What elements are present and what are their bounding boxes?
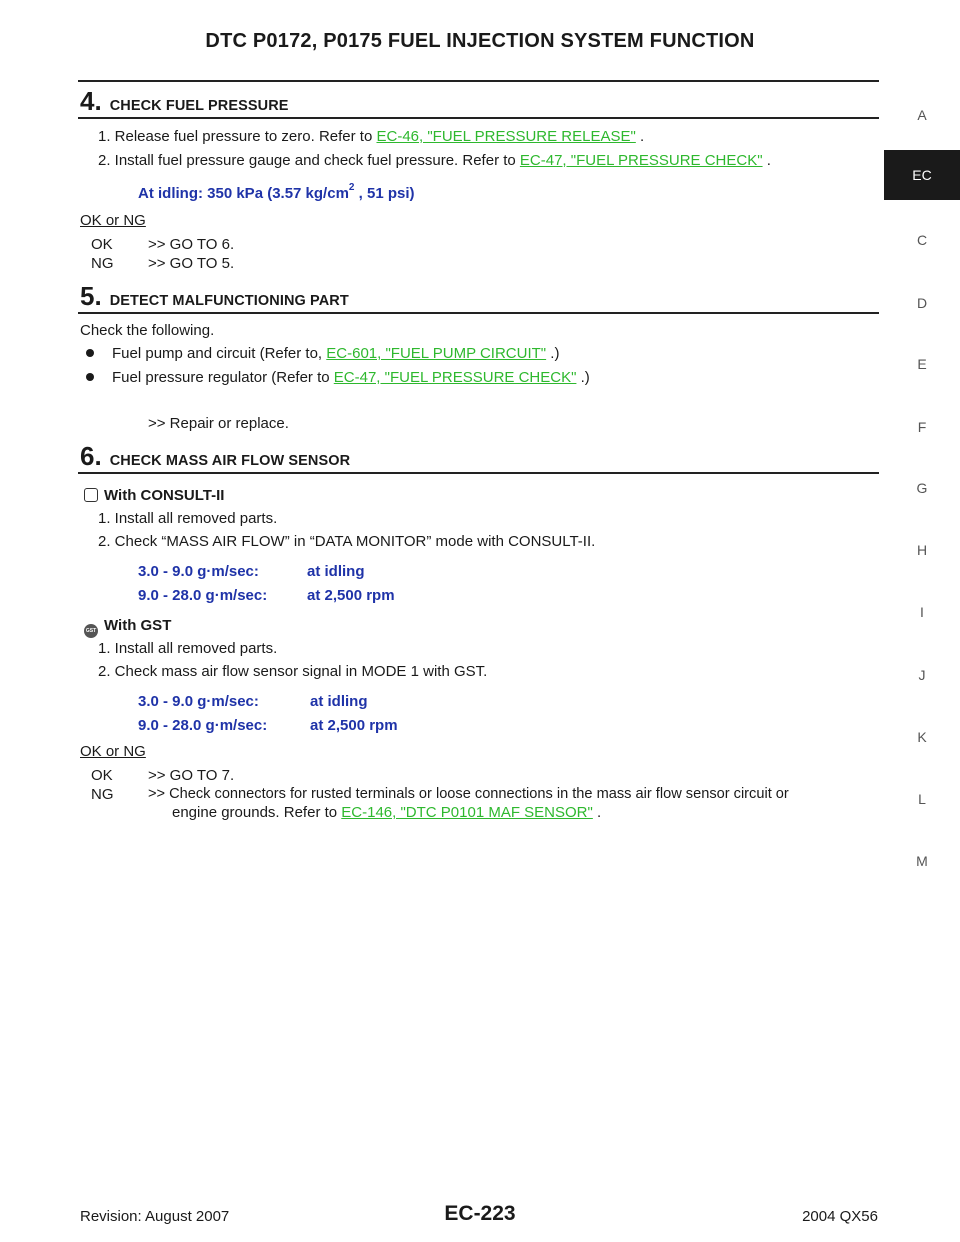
gst-heading: GST With GST bbox=[84, 617, 171, 636]
consult-icon bbox=[84, 488, 98, 502]
section-tab-h[interactable]: H bbox=[916, 542, 928, 558]
ok-action: >> GO TO 6. bbox=[148, 236, 235, 253]
ng-label: NG bbox=[91, 255, 114, 272]
ok-or-ng-label: OK or NG bbox=[80, 743, 146, 760]
step-number: 4. bbox=[80, 86, 102, 116]
gst-spec-1-condition: at idling bbox=[310, 693, 368, 710]
gst-step-1: 1. Install all removed parts. bbox=[98, 640, 278, 657]
consult-step-2: 2. Check “MASS AIR FLOW” in “DATA MONITOR” mode with CONSULT-II. bbox=[98, 533, 596, 550]
page-number: EC-223 bbox=[444, 1202, 516, 1225]
step-title: CHECK FUEL PRESSURE bbox=[109, 98, 289, 114]
section-tab-d[interactable]: D bbox=[916, 295, 928, 311]
link-fuel-pressure-check[interactable]: EC-47, "FUEL PRESSURE CHECK" bbox=[333, 369, 577, 386]
link-fuel-pump-circuit[interactable]: EC-601, "FUEL PUMP CIRCUIT" bbox=[326, 345, 547, 362]
step-5-intro: Check the following. bbox=[80, 322, 215, 339]
section-tab-ec-active[interactable]: EC bbox=[884, 150, 960, 200]
consult-spec-2-condition: at 2,500 rpm bbox=[307, 587, 395, 604]
step-4-line-1: 1. Release fuel pressure to zero. Refer to EC-46, "FUEL PRESSURE RELEASE" . bbox=[98, 128, 645, 145]
step-4-rule bbox=[78, 117, 879, 119]
vehicle-model: 2004 QX56 bbox=[802, 1208, 878, 1225]
section-tab-k[interactable]: K bbox=[917, 729, 927, 745]
page-title: DTC P0172, P0175 FUEL INJECTION SYSTEM FUNCTION bbox=[205, 30, 755, 52]
consult-heading: With CONSULT-II bbox=[84, 486, 224, 504]
consult-spec-1-value: 3.0 - 9.0 g·m/sec: bbox=[138, 563, 259, 580]
step-6-rule bbox=[78, 472, 879, 474]
gst-spec-2-condition: at 2,500 rpm bbox=[310, 717, 398, 734]
consult-step-1: 1. Install all removed parts. bbox=[98, 510, 278, 527]
section-tab-m[interactable]: M bbox=[916, 853, 928, 869]
step-5-rule bbox=[78, 312, 879, 314]
link-fuel-pressure-release[interactable]: EC-46, "FUEL PRESSURE RELEASE" bbox=[376, 128, 636, 145]
step-number: 6. bbox=[80, 441, 102, 471]
section-tab-e[interactable]: E bbox=[917, 356, 927, 372]
step-4-heading bbox=[80, 86, 289, 117]
ok-action: >> GO TO 7. bbox=[148, 767, 235, 784]
section-tab-f[interactable]: F bbox=[917, 419, 927, 435]
step-title: CHECK MASS AIR FLOW SENSOR bbox=[109, 453, 351, 469]
step-5-action: >> Repair or replace. bbox=[148, 415, 289, 432]
gst-icon: GST bbox=[84, 624, 98, 638]
bullet-icon bbox=[86, 373, 94, 381]
ok-label: OK bbox=[91, 236, 113, 253]
link-maf-sensor[interactable]: EC-146, "DTC P0101 MAF SENSOR" bbox=[341, 804, 593, 821]
spec-fuel-pressure: At idling: 350 kPa (3.57 $kg/cm^2$ , 51 psi) bbox=[138, 182, 415, 202]
section-tab-i[interactable]: I bbox=[920, 604, 924, 620]
title-rule bbox=[78, 80, 879, 82]
gst-step-2: 2. Check mass air flow sensor signal in MODE 1 with GST. bbox=[98, 663, 488, 680]
consult-spec-2-value: 9.0 - 28.0 g·m/sec: bbox=[138, 587, 268, 604]
list-item: Fuel pump and circuit (Refer to, EC-601, "FUEL PUMP CIRCUIT" .) bbox=[86, 345, 559, 362]
section-tab-l[interactable]: L bbox=[918, 791, 926, 807]
step-title: DETECT MALFUNCTIONING PART bbox=[109, 293, 349, 309]
link-fuel-pressure-check[interactable]: EC-47, "FUEL PRESSURE CHECK" bbox=[519, 152, 763, 169]
ok-or-ng-label: OK or NG bbox=[80, 212, 146, 229]
ng-action: >> GO TO 5. bbox=[148, 255, 235, 272]
ok-label: OK bbox=[91, 767, 113, 784]
gst-spec-1-value: 3.0 - 9.0 g·m/sec: bbox=[138, 693, 259, 710]
step-6-heading bbox=[80, 441, 350, 472]
bullet-icon bbox=[86, 349, 94, 357]
step-4-line-2: 2. Install fuel pressure gauge and check fuel pressure. Refer to EC-47, "FUEL PRESSURE CHECK" . bbox=[98, 152, 771, 169]
section-tab-c[interactable]: C bbox=[916, 232, 928, 248]
gst-spec-2-value: 9.0 - 28.0 g·m/sec: bbox=[138, 717, 268, 734]
step-number: 5. bbox=[80, 281, 102, 311]
revision-date: Revision: August 2007 bbox=[80, 1208, 230, 1225]
list-item: Fuel pressure regulator (Refer to EC-47, "FUEL PRESSURE CHECK" .) bbox=[86, 369, 590, 386]
step-5-heading bbox=[80, 281, 349, 312]
ng-label: NG bbox=[91, 786, 114, 803]
consult-spec-1-condition: at idling bbox=[307, 563, 365, 580]
section-tab-g[interactable]: G bbox=[916, 480, 928, 496]
section-tab-a[interactable]: A bbox=[917, 107, 927, 123]
ng-action: >> Check connectors for rusted terminals or loose connections in the mass air flow sensor circuit or bbox=[148, 786, 789, 802]
section-tab-j[interactable]: J bbox=[918, 667, 926, 683]
ng-action-continued: engine grounds. Refer to EC-146, "DTC P0101 MAF SENSOR" . bbox=[172, 804, 602, 821]
